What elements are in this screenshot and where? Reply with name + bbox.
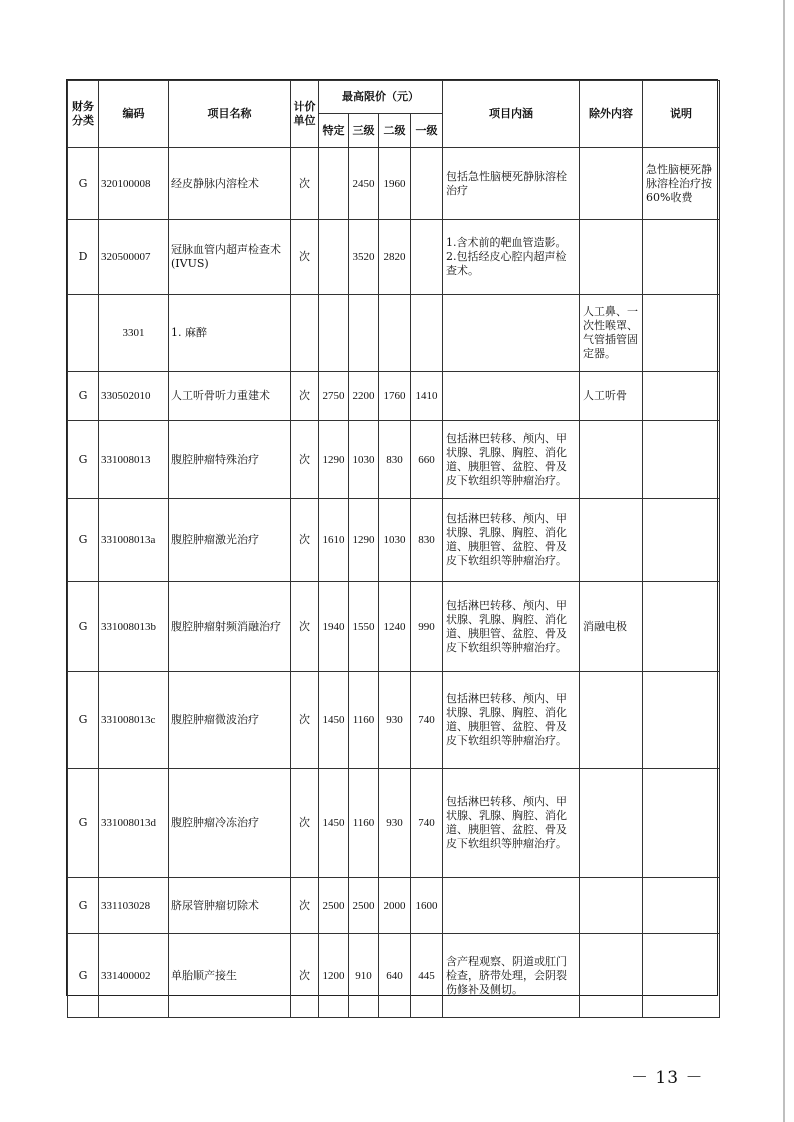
cell-level3: 1290 bbox=[349, 499, 379, 582]
cell-code: 331400002 bbox=[99, 934, 169, 1018]
table-row bbox=[68, 582, 720, 672]
cell-category: G bbox=[68, 148, 99, 220]
cell-level3: 2450 bbox=[349, 148, 379, 220]
cell-name: 人工听骨听力重建术 bbox=[169, 372, 291, 421]
cell-name: 腹腔肿瘤冷冻治疗 bbox=[169, 769, 291, 878]
cell-excluded bbox=[580, 148, 643, 220]
table-row bbox=[68, 878, 720, 934]
col-price-group: 最高限价（元） bbox=[319, 81, 443, 114]
col-name: 项目名称 bbox=[169, 81, 291, 148]
cell-special bbox=[319, 295, 349, 372]
cell-level3: 2500 bbox=[349, 878, 379, 934]
cell-level1 bbox=[411, 148, 443, 220]
cell-level2: 930 bbox=[379, 672, 411, 769]
col-unit: 计价单位 bbox=[291, 81, 319, 148]
cell-note bbox=[643, 934, 720, 1018]
cell-unit: 次 bbox=[291, 499, 319, 582]
col-note: 说明 bbox=[643, 81, 720, 148]
cell-level3: 3520 bbox=[349, 220, 379, 295]
cell-level1: 445 bbox=[411, 934, 443, 1018]
table-row-section bbox=[68, 295, 720, 372]
cell-name: 腹腔肿瘤特殊治疗 bbox=[169, 421, 291, 499]
cell-code: 331008013c bbox=[99, 672, 169, 769]
cell-level1: 740 bbox=[411, 769, 443, 878]
cell-code: 320100008 bbox=[99, 148, 169, 220]
cell-level2: 1240 bbox=[379, 582, 411, 672]
cell-category: G bbox=[68, 499, 99, 582]
cell-code: 331008013 bbox=[99, 421, 169, 499]
cell-name: 腹腔肿瘤微波治疗 bbox=[169, 672, 291, 769]
cell-note: 急性脑梗死静脉溶栓治疗按60%收费 bbox=[643, 148, 720, 220]
cell-unit: 次 bbox=[291, 148, 319, 220]
cell-category: G bbox=[68, 421, 99, 499]
cell-name: 冠脉血管内超声检查术(IVUS) bbox=[169, 220, 291, 295]
cell-content: 含产程观察、阴道或肛门检查，脐带处理，会阴裂伤修补及侧切。 bbox=[443, 934, 580, 1018]
cell-category bbox=[68, 295, 99, 372]
cell-category: G bbox=[68, 582, 99, 672]
cell-unit: 次 bbox=[291, 878, 319, 934]
col-content: 项目内涵 bbox=[443, 81, 580, 148]
cell-code: 331103028 bbox=[99, 878, 169, 934]
cell-level3: 1550 bbox=[349, 582, 379, 672]
cell-level2: 1030 bbox=[379, 499, 411, 582]
table-row bbox=[68, 672, 720, 769]
table-row bbox=[68, 499, 720, 582]
cell-excluded: 人工听骨 bbox=[580, 372, 643, 421]
cell-level1: 1600 bbox=[411, 878, 443, 934]
col-category: 财务分类 bbox=[68, 81, 99, 148]
cell-unit: 次 bbox=[291, 672, 319, 769]
cell-level2 bbox=[379, 295, 411, 372]
col-excluded: 除外内容 bbox=[580, 81, 643, 148]
cell-special: 1450 bbox=[319, 769, 349, 878]
cell-level2: 1760 bbox=[379, 372, 411, 421]
cell-content: 包括淋巴转移、颅内、甲状腺、乳腺、胸腔、消化道、胰胆管、盆腔、骨及皮下软组织等肿瘤治疗。 bbox=[443, 499, 580, 582]
col-code: 编码 bbox=[99, 81, 169, 148]
cell-note bbox=[643, 499, 720, 582]
cell-name: 1. 麻醉 bbox=[169, 295, 291, 372]
cell-code: 3301 bbox=[99, 295, 169, 372]
cell-note bbox=[643, 372, 720, 421]
cell-level3: 1030 bbox=[349, 421, 379, 499]
cell-unit bbox=[291, 295, 319, 372]
cell-level1: 990 bbox=[411, 582, 443, 672]
cell-code: 331008013a bbox=[99, 499, 169, 582]
cell-content: 包括急性脑梗死静脉溶栓治疗 bbox=[443, 148, 580, 220]
cell-category: G bbox=[68, 372, 99, 421]
cell-content: 包括淋巴转移、颅内、甲状腺、乳腺、胸腔、消化道、胰胆管、盆腔、骨及皮下软组织等肿瘤治疗。 bbox=[443, 769, 580, 878]
cell-name: 单胎顺产接生 bbox=[169, 934, 291, 1018]
table-row bbox=[68, 148, 720, 220]
cell-level1 bbox=[411, 295, 443, 372]
col-level2: 二级 bbox=[379, 114, 411, 148]
cell-content: 包括淋巴转移、颅内、甲状腺、乳腺、胸腔、消化道、胰胆管、盆腔、骨及皮下软组织等肿瘤治疗。 bbox=[443, 582, 580, 672]
cell-category: G bbox=[68, 672, 99, 769]
cell-content: 包括淋巴转移、颅内、甲状腺、乳腺、胸腔、消化道、胰胆管、盆腔、骨及皮下软组织等肿瘤治疗。 bbox=[443, 672, 580, 769]
col-level1: 一级 bbox=[411, 114, 443, 148]
cell-excluded bbox=[580, 421, 643, 499]
cell-content: 包括淋巴转移、颅内、甲状腺、乳腺、胸腔、消化道、胰胆管、盆腔、骨及皮下软组织等肿瘤治疗。 bbox=[443, 421, 580, 499]
cell-note bbox=[643, 582, 720, 672]
cell-name: 脐尿管肿瘤切除术 bbox=[169, 878, 291, 934]
cell-code: 330502010 bbox=[99, 372, 169, 421]
cell-code: 331008013b bbox=[99, 582, 169, 672]
scan-edge-line bbox=[783, 0, 785, 1122]
cell-note bbox=[643, 672, 720, 769]
cell-excluded bbox=[580, 878, 643, 934]
cell-unit: 次 bbox=[291, 769, 319, 878]
cell-category: G bbox=[68, 878, 99, 934]
cell-excluded: 消融电极 bbox=[580, 582, 643, 672]
cell-level3 bbox=[349, 295, 379, 372]
cell-content bbox=[443, 295, 580, 372]
cell-unit: 次 bbox=[291, 582, 319, 672]
cell-unit: 次 bbox=[291, 372, 319, 421]
page-number: － 13 － bbox=[631, 1068, 704, 1088]
cell-content bbox=[443, 878, 580, 934]
cell-category: D bbox=[68, 220, 99, 295]
table-row bbox=[68, 421, 720, 499]
cell-excluded: 人工鼻、一次性喉罩、气管插管固定器。 bbox=[580, 295, 643, 372]
cell-level3: 2200 bbox=[349, 372, 379, 421]
cell-name: 腹腔肿瘤射频消融治疗 bbox=[169, 582, 291, 672]
col-level3: 三级 bbox=[349, 114, 379, 148]
cell-excluded bbox=[580, 220, 643, 295]
table-row bbox=[68, 372, 720, 421]
table-row bbox=[68, 934, 720, 1018]
cell-code: 331008013d bbox=[99, 769, 169, 878]
cell-level3: 1160 bbox=[349, 672, 379, 769]
cell-special: 1290 bbox=[319, 421, 349, 499]
cell-name: 经皮静脉内溶栓术 bbox=[169, 148, 291, 220]
cell-level2: 2000 bbox=[379, 878, 411, 934]
cell-content: 1.含术前的靶血管造影。 2.包括经皮心腔内超声检查术。 bbox=[443, 220, 580, 295]
cell-special bbox=[319, 220, 349, 295]
cell-level3: 910 bbox=[349, 934, 379, 1018]
cell-code: 320500007 bbox=[99, 220, 169, 295]
cell-category: G bbox=[68, 934, 99, 1018]
price-table bbox=[67, 80, 720, 1018]
cell-excluded bbox=[580, 672, 643, 769]
col-special: 特定 bbox=[319, 114, 349, 148]
cell-level1: 740 bbox=[411, 672, 443, 769]
cell-level1 bbox=[411, 220, 443, 295]
cell-note bbox=[643, 421, 720, 499]
cell-note bbox=[643, 878, 720, 934]
cell-note bbox=[643, 769, 720, 878]
cell-level2: 930 bbox=[379, 769, 411, 878]
cell-level2: 830 bbox=[379, 421, 411, 499]
cell-special: 2750 bbox=[319, 372, 349, 421]
table-row bbox=[68, 769, 720, 878]
cell-unit: 次 bbox=[291, 934, 319, 1018]
cell-unit: 次 bbox=[291, 421, 319, 499]
cell-level2: 2820 bbox=[379, 220, 411, 295]
cell-level2: 640 bbox=[379, 934, 411, 1018]
table-row bbox=[68, 220, 720, 295]
cell-special: 1200 bbox=[319, 934, 349, 1018]
cell-level2: 1960 bbox=[379, 148, 411, 220]
header-row-top bbox=[68, 81, 720, 114]
cell-note bbox=[643, 220, 720, 295]
cell-level3: 1160 bbox=[349, 769, 379, 878]
cell-level1: 1410 bbox=[411, 372, 443, 421]
cell-excluded bbox=[580, 769, 643, 878]
cell-unit: 次 bbox=[291, 220, 319, 295]
cell-name: 腹腔肿瘤激光治疗 bbox=[169, 499, 291, 582]
cell-excluded bbox=[580, 499, 643, 582]
cell-special: 1940 bbox=[319, 582, 349, 672]
cell-excluded bbox=[580, 934, 643, 1018]
cell-special: 1450 bbox=[319, 672, 349, 769]
cell-special: 1610 bbox=[319, 499, 349, 582]
cell-level1: 660 bbox=[411, 421, 443, 499]
cell-category: G bbox=[68, 769, 99, 878]
cell-note bbox=[643, 295, 720, 372]
cell-level1: 830 bbox=[411, 499, 443, 582]
price-table-frame bbox=[66, 79, 718, 996]
cell-special: 2500 bbox=[319, 878, 349, 934]
cell-special bbox=[319, 148, 349, 220]
cell-content bbox=[443, 372, 580, 421]
